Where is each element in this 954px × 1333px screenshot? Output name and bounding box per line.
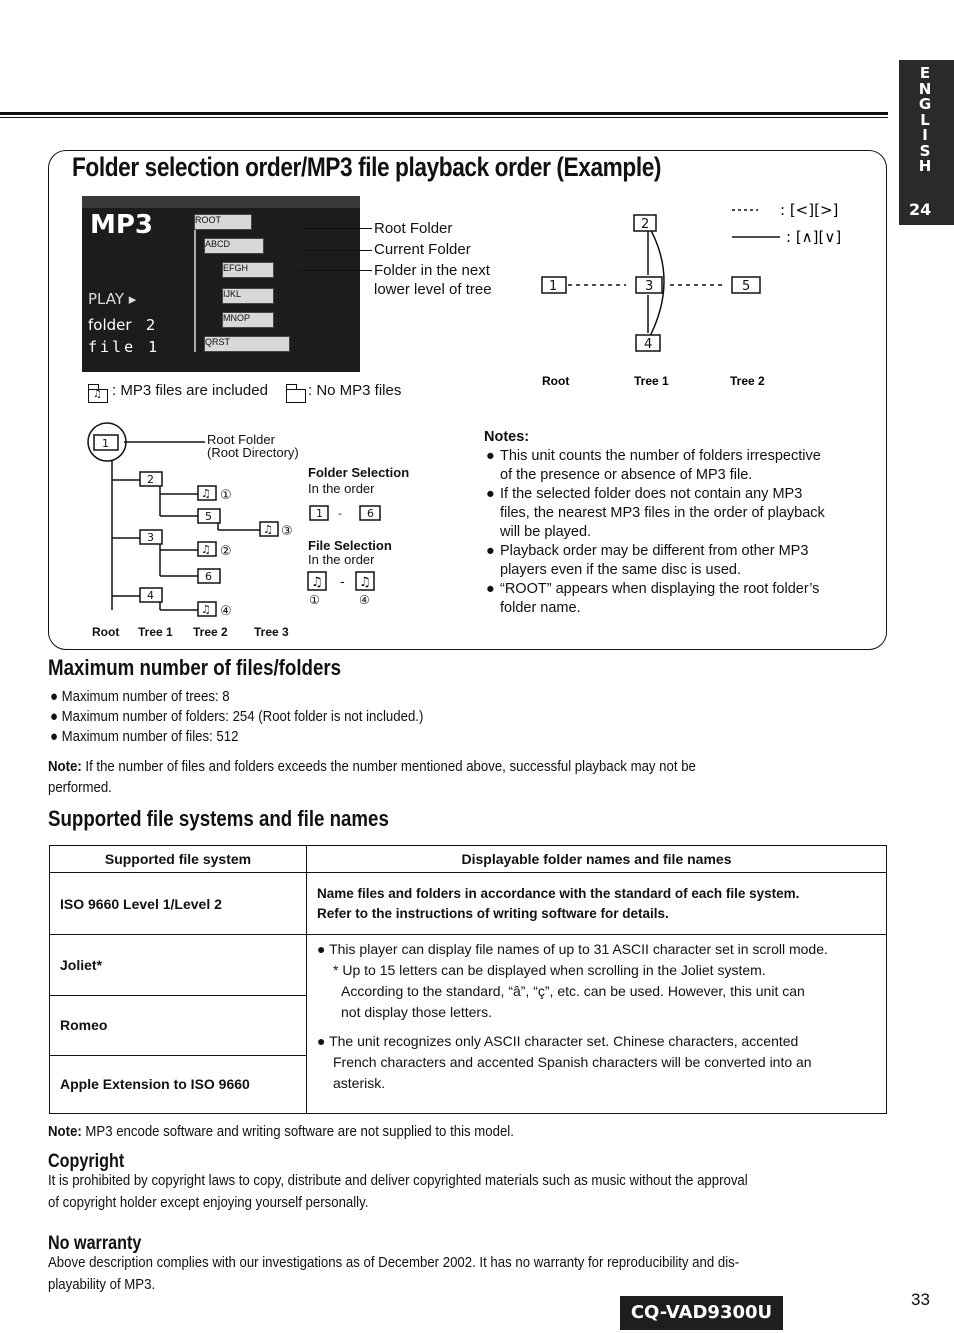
tree-label-tree2: Tree 2 bbox=[193, 625, 228, 639]
copyright-text: of copyright holder except enjoying yourself personally. bbox=[48, 1194, 369, 1211]
callout-root-folder: Root Folder bbox=[374, 220, 453, 237]
max-item: ● Maximum number of folders: 254 (Root folder is not included.) bbox=[50, 708, 424, 725]
tree-label-tree3: Tree 3 bbox=[254, 625, 289, 639]
notes-title: Notes: bbox=[484, 429, 530, 445]
warranty-text: Above description complies with our investigations as of December 2002. It has no warranty for reproducibility and dis- bbox=[48, 1254, 740, 1271]
file-note: ♫ bbox=[263, 523, 273, 536]
node-2-label: 2 bbox=[641, 217, 650, 232]
node-5-label: 5 bbox=[742, 279, 751, 294]
legend-included: : MP3 files are included bbox=[112, 382, 268, 399]
file-note: ♫ bbox=[359, 575, 371, 590]
callout-line bbox=[300, 250, 372, 251]
tree-label-tree2: Tree 2 bbox=[730, 374, 765, 388]
screen-folder-item: QRST bbox=[204, 336, 290, 352]
table-cell-system: Apple Extension to ISO 9660 bbox=[50, 1055, 307, 1113]
mp3-folder-icon: ♫ bbox=[88, 389, 108, 403]
node-6-label: 6 bbox=[205, 570, 212, 583]
max-note: Note: If the number of files and folders exceeds the number mentioned above, successful playback may not be bbox=[48, 758, 696, 775]
tree-label-root: Root bbox=[92, 625, 120, 639]
table-cell-system: ISO 9660 Level 1/Level 2 bbox=[50, 873, 307, 935]
node-2-label: 2 bbox=[147, 473, 154, 486]
screen-folder-text: folder 2 bbox=[88, 316, 156, 334]
screen-folder-item: IJKL bbox=[222, 288, 274, 304]
file-order-2: ② bbox=[220, 544, 232, 559]
tab-letter: G bbox=[918, 95, 932, 113]
tree-label-tree1: Tree 1 bbox=[634, 374, 669, 388]
dotted-key-text: : [<][>] bbox=[780, 201, 839, 219]
file-note: ♫ bbox=[201, 543, 211, 556]
callout-next-level: Folder in the next bbox=[374, 262, 490, 279]
file-note: ♫ bbox=[311, 575, 323, 590]
example-title: Folder selection order/MP3 file playback order (Example) bbox=[72, 152, 662, 182]
language-tab bbox=[899, 60, 954, 225]
screen-folder-item: ABCD bbox=[204, 238, 264, 254]
screen-status-strip bbox=[82, 196, 360, 208]
callout-next-level-2: lower level of tree bbox=[374, 281, 492, 298]
mp3-display-screen bbox=[82, 196, 360, 372]
table-header: Displayable folder names and file names bbox=[307, 846, 887, 873]
range-dash: - bbox=[338, 507, 342, 520]
folder-selection-sub: In the order bbox=[308, 481, 375, 496]
range-dash: - bbox=[340, 575, 345, 590]
tab-letter: N bbox=[918, 79, 932, 98]
file-order-1: ① bbox=[220, 488, 232, 503]
callout-line bbox=[300, 228, 372, 229]
note-item: ● This unit counts the number of folders irrespective of the presence or absence of MP3 file. bbox=[486, 448, 821, 483]
solid-key-text: : [∧][∨] bbox=[786, 228, 842, 246]
node-1-label: 1 bbox=[102, 437, 109, 450]
copyright-text: It is prohibited by copyright laws to copy, distribute and deliver copyrighted materials such as music without the approval bbox=[48, 1172, 748, 1189]
top-rule bbox=[0, 112, 888, 118]
model-badge: CQ-VAD9300U bbox=[620, 1296, 783, 1330]
node-5-label: 5 bbox=[205, 510, 212, 523]
file-order-3: ③ bbox=[281, 524, 293, 539]
screen-folder-item: ROOT bbox=[194, 214, 252, 230]
file-system-table bbox=[49, 845, 887, 1114]
node-1-label: 1 bbox=[549, 279, 558, 294]
screen-tree-line bbox=[194, 220, 196, 352]
node-3-label: 3 bbox=[645, 279, 654, 294]
node-4-label: 4 bbox=[147, 589, 154, 602]
callout-current-folder: Current Folder bbox=[374, 241, 471, 258]
tab-letter: I bbox=[922, 126, 928, 144]
root-folder-label: Root Folder bbox=[207, 432, 275, 447]
table-header: Supported file system bbox=[50, 846, 307, 873]
empty-folder-icon bbox=[286, 389, 306, 403]
file-note: ♫ bbox=[201, 487, 211, 500]
node-4-label: 4 bbox=[644, 337, 653, 352]
folder-selection-title: Folder Selection bbox=[308, 465, 410, 480]
node-3-label: 3 bbox=[147, 531, 154, 544]
software-note: Note: MP3 encode software and writing software are not supplied to this model. bbox=[48, 1123, 514, 1140]
tab-letter: L bbox=[920, 110, 930, 129]
range-folder-1-label: 1 bbox=[316, 507, 323, 520]
maximum-title: Maximum number of files/folders bbox=[48, 655, 342, 680]
tab-letter: E bbox=[919, 64, 931, 82]
notes-block bbox=[484, 428, 864, 618]
file-selection-title: File Selection bbox=[308, 538, 392, 553]
table-cell-standard: Name files and folders in accordance with the standard of each file system. Refer to the instructions of writing software for details. bbox=[307, 873, 887, 935]
table-cell-system: Joliet* bbox=[50, 935, 307, 995]
range-folder-6-label: 6 bbox=[367, 507, 374, 520]
range-file-start: ① bbox=[309, 593, 320, 607]
root-directory-label: (Root Directory) bbox=[207, 445, 299, 460]
table-cell-system: Romeo bbox=[50, 995, 307, 1055]
max-item: ● Maximum number of trees: 8 bbox=[50, 688, 230, 705]
tree-navigation-diagram bbox=[530, 195, 880, 395]
note-item: ● “ROOT” appears when displaying the root folder’s folder name. bbox=[486, 581, 820, 616]
screen-folder-item: MNOP bbox=[222, 312, 274, 328]
warranty-title: No warranty bbox=[48, 1233, 142, 1254]
page-number: 33 bbox=[911, 1290, 930, 1309]
range-file-end: ④ bbox=[359, 593, 370, 607]
tab-letter: H bbox=[918, 157, 932, 175]
warranty-text: playability of MP3. bbox=[48, 1276, 156, 1293]
tab-letter: S bbox=[919, 141, 931, 160]
file-note: ♫ bbox=[201, 603, 211, 616]
tree-label-root: Root bbox=[542, 374, 570, 388]
screen-mode-text: MP3 bbox=[90, 210, 154, 240]
tree-label-tree1: Tree 1 bbox=[138, 625, 173, 639]
callout-line bbox=[300, 270, 372, 271]
file-selection-sub: In the order bbox=[308, 552, 375, 567]
copyright-title: Copyright bbox=[48, 1151, 125, 1172]
note-item: ● Playback order may be different from other MP3 players even if the same disc is used. bbox=[486, 543, 809, 578]
max-note-cont: performed. bbox=[48, 779, 112, 796]
file-order-4: ④ bbox=[220, 604, 232, 619]
screen-play-text: PLAY ▸ bbox=[88, 290, 137, 308]
note-item: ● If the selected folder does not contain any MP3 files, the nearest MP3 files in the order of playback will be played. bbox=[486, 486, 825, 540]
screen-folder-item: EFGH bbox=[222, 262, 274, 278]
tab-page-number: 24 bbox=[909, 200, 932, 219]
legend-none: : No MP3 files bbox=[308, 382, 402, 399]
screen-file-text: file 1 bbox=[88, 338, 161, 356]
max-item: ● Maximum number of files: 512 bbox=[50, 728, 239, 745]
supported-title: Supported file systems and file names bbox=[48, 806, 389, 831]
table-cell-display-rules: ● This player can display file names of up to 31 ASCII character set in scroll mode. * Up to 15 letters can be displayed when scrolling in the Joliet system. According to the standard, “â”, “ç”, etc. can be used. However, this unit can not display those letters. ● The unit recognizes only ASCII character set. Chinese characters, accented French characters and accented Spanish characters will be converted into an asterisk. bbox=[307, 935, 887, 1114]
